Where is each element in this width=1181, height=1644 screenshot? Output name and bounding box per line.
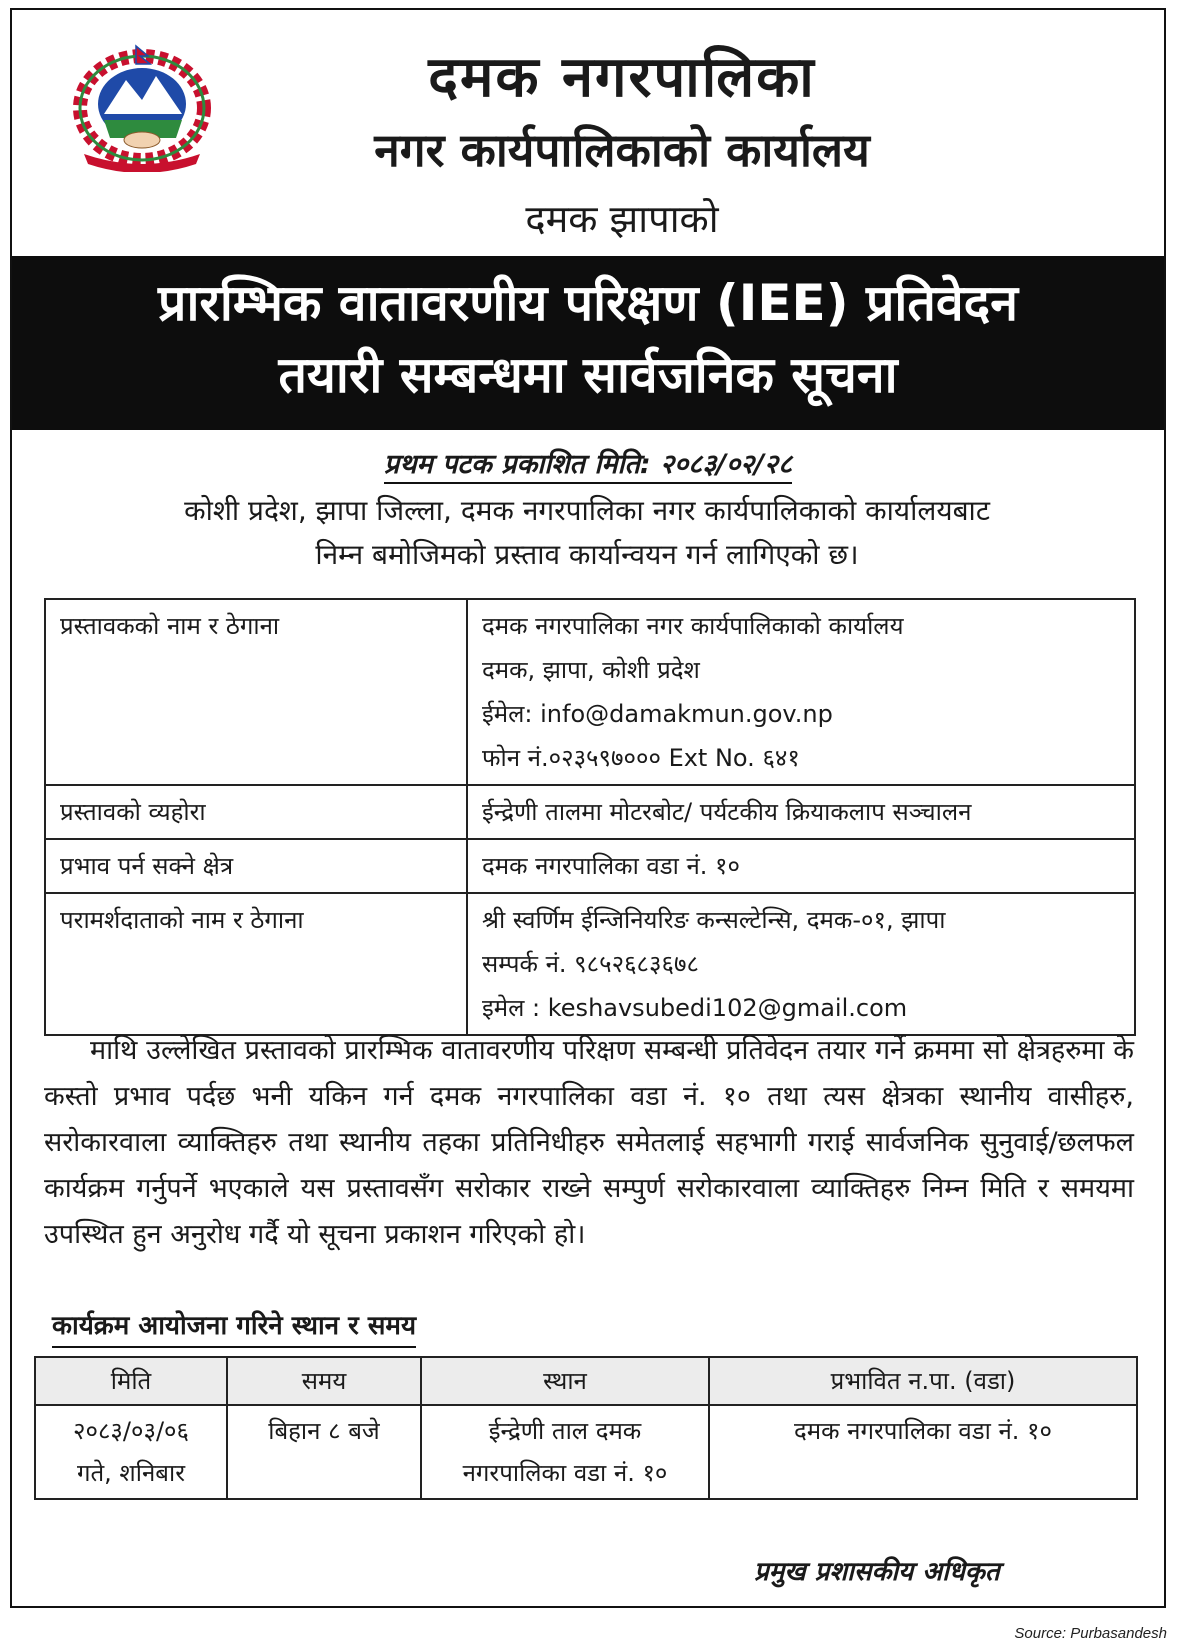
table-row <box>45 599 1135 785</box>
schedule-section-title: कार्यक्रम आयोजना गरिने स्थान र समय <box>52 1306 416 1348</box>
proposal-info-table <box>44 598 1136 1036</box>
row-key-proposer: प्रस्तावकको नाम र ठेगाना <box>45 599 467 785</box>
notice-title-line-1: प्रारम्भिक वातावरणीय परिक्षण (IEE) प्रतिवेदन <box>158 274 1018 332</box>
nepal-government-emblem-icon <box>64 42 220 172</box>
cell-date-line-2: गते, शनिबार <box>76 1459 186 1487</box>
table-row <box>45 839 1135 893</box>
consultant-contact: सम्पर्क नं. ९८५२६८३६७८ <box>482 950 699 978</box>
cell-date <box>35 1405 227 1499</box>
cell-date-line-1: २०८३/०३/०६ <box>72 1417 189 1445</box>
notice-title-banner <box>12 256 1164 430</box>
cell-venue <box>421 1405 709 1499</box>
signatory-title: प्रमुख प्रशासकीय अधिकृत <box>754 1557 1000 1587</box>
schedule-table <box>34 1356 1138 1500</box>
col-header-date: मिति <box>35 1357 227 1405</box>
notice-body-paragraph: माथि उल्लेखित प्रस्तावको प्रारम्भिक वातावरणीय परिक्षण सम्बन्धी प्रतिवेदन तयार गर्ने क्रममा सो क्षेत्रहरुमा के कस्तो प्रभाव पर्दछ भनी यकिन गर्न दमक नगरपालिका वडा नं. १० तथा त्यस क्षेत्रका स्थानीय वासीहरु, सरोकारवाला व्याक्तिहरु तथा स्थानीय तहका प्रतिनिधीहरु समेतलाई सहभागी गराई सार्वजनिक सुनुवाई/छलफल कार्यक्रम गर्नुपर्ने भएकाले यस प्रस्तावसँग सरोकार राख्ने सम्पुर्ण सरोकारवाला व्याक्तिहरु निम्न मिति र समयमा उपस्थित हुन अनुरोध गर्दै यो सूचना प्रकाशन गरिएको हो। <box>44 1035 1134 1250</box>
row-value-affected-area: दमक नगरपालिका वडा नं. १० <box>467 839 1135 893</box>
col-header-affected-ward: प्रभावित न.पा. (वडा) <box>709 1357 1137 1405</box>
intro-line-2: निम्न बमोजिमको प्रस्ताव कार्यान्वयन गर्न लागिएको छ। <box>315 538 859 571</box>
notice-frame <box>10 8 1166 1608</box>
col-header-venue: स्थान <box>421 1357 709 1405</box>
cell-venue-line-2: नगरपालिका वडा नं. १० <box>462 1459 668 1487</box>
proposer-office: दमक नगरपालिका नगर कार्यपालिकाको कार्यालय <box>482 612 904 640</box>
table-header-row <box>35 1357 1137 1405</box>
consultant-email: इमेल : keshavsubedi102@gmail.com <box>482 994 908 1022</box>
notice-title-line-2: तयारी सम्बन्धमा सार्वजनिक सूचना <box>278 346 898 404</box>
col-header-time: समय <box>227 1357 421 1405</box>
publication-date-text: प्रथम पटक प्रकाशित मिति: २०८३/०२/२८ <box>384 449 792 484</box>
row-key-consultant: परामर्शदाताको नाम र ठेगाना <box>45 893 467 1035</box>
row-value-subject: ईन्द्रेणी तालमा मोटरबोट/ पर्यटकीय क्रियाकलाप सञ्चालन <box>467 785 1135 839</box>
table-row <box>45 893 1135 1035</box>
row-value-proposer <box>467 599 1135 785</box>
intro-line-1: कोशी प्रदेश, झापा जिल्ला, दमक नगरपालिका नगर कार्यपालिकाको कार्यालयबाट <box>184 494 990 527</box>
proposer-email: ईमेल: info@damakmun.gov.np <box>482 700 833 728</box>
cell-time: बिहान ८ बजे <box>227 1405 421 1499</box>
row-key-subject: प्रस्तावको व्यहोरा <box>45 785 467 839</box>
table-row <box>35 1405 1137 1499</box>
consultant-name: श्री स्वर्णिम ईन्जिनियरिङ कन्सल्टेन्सि, दमक-०१, झापा <box>482 906 946 934</box>
cell-venue-line-1: ईन्द्रेणी ताल दमक <box>488 1417 642 1445</box>
row-key-affected-area: प्रभाव पर्न सक्ने क्षेत्र <box>45 839 467 893</box>
office-name: नगर कार्यपालिकाको कार्यालय <box>374 123 870 177</box>
publication-date <box>12 444 1164 481</box>
table-row <box>45 785 1135 839</box>
office-location: दमक झापाको <box>525 197 719 241</box>
proposer-address: दमक, झापा, कोशी प्रदेश <box>482 656 700 684</box>
source-credit: Source: Purbasandesh <box>1014 1625 1167 1642</box>
municipality-name: दमक नगरपालिका <box>428 45 816 110</box>
proposer-phone: फोन नं.०२३५९७००० Ext No. ६४१ <box>482 744 800 772</box>
row-value-consultant <box>467 893 1135 1035</box>
cell-affected-ward: दमक नगरपालिका वडा नं. १० <box>709 1405 1137 1499</box>
